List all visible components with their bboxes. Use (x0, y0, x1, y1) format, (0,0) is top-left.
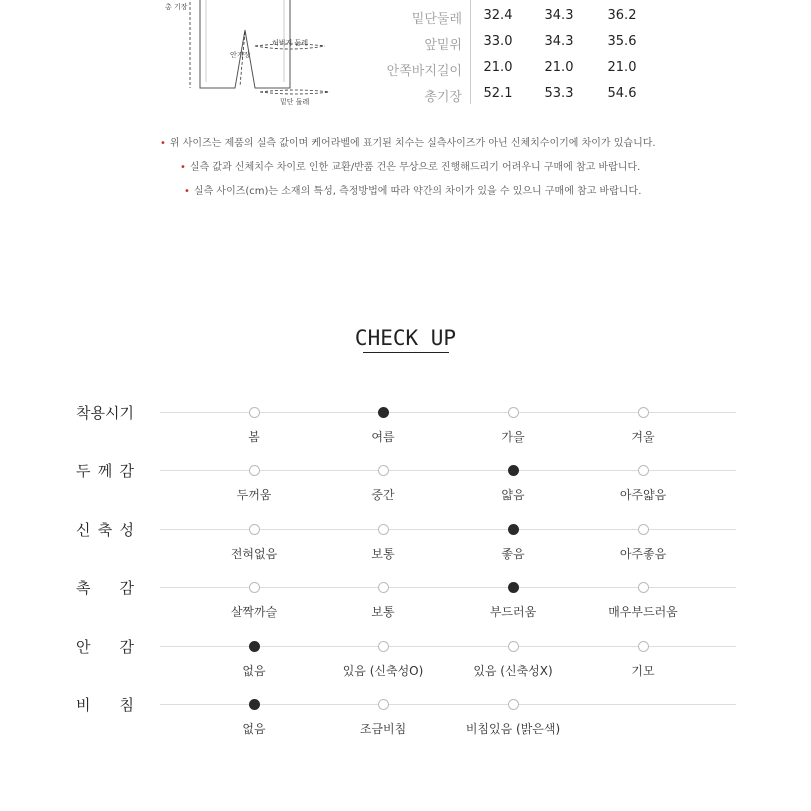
table-cell: 32.4 (483, 8, 513, 23)
empty-dot-icon (378, 641, 389, 652)
checkup-row-line (160, 704, 736, 705)
label-char: 신 (76, 521, 91, 539)
empty-dot-icon (249, 407, 260, 418)
checkup-title: CHECK UP (354, 326, 457, 350)
empty-dot-icon (638, 465, 649, 476)
checkup-row-line (160, 470, 736, 471)
empty-dot-icon (638, 641, 649, 652)
table-cell: 54.6 (607, 86, 637, 101)
table-cell: 21.0 (544, 60, 574, 75)
sketch-label-hem: 밑단 둘레 (280, 98, 310, 106)
checkup-option: 아주좋음 (619, 547, 667, 561)
row-label: 앞밑위 (424, 38, 462, 53)
checkup-option: 보통 (371, 547, 395, 561)
bullet-icon: • (160, 138, 166, 149)
table-row (380, 86, 640, 112)
table-cell: 52.1 (483, 86, 513, 101)
selected-dot-icon (508, 524, 519, 535)
checkup-row-label (76, 694, 134, 715)
row-label: 밑단둘레 (411, 12, 462, 27)
row-label: 안쪽바지길이 (386, 64, 462, 79)
checkup-option: 있음 (신축성O) (342, 664, 424, 678)
label-char: 감 (119, 579, 134, 597)
checkup-row-line (160, 412, 736, 413)
checkup-option: 전혀없음 (230, 547, 278, 561)
row-label: 총기장 (424, 90, 462, 105)
note-text: 실측 값과 신체치수 차이로 인한 교환/반품 건은 무상으로 진행해드리기 어려우니 구매에 참고 바랍니다. (189, 162, 641, 173)
checkup-option: 없음 (242, 722, 266, 736)
selected-dot-icon (508, 465, 519, 476)
bullet-icon: • (184, 186, 190, 197)
empty-dot-icon (638, 407, 649, 418)
empty-dot-icon (508, 407, 519, 418)
sketch-label-thigh: 허벅지 둘레 (272, 39, 309, 47)
table-cell: 34.3 (544, 8, 574, 23)
checkup-row-label (76, 460, 134, 481)
note-item (160, 134, 656, 149)
checkup-row-line (160, 529, 736, 530)
empty-dot-icon (249, 582, 260, 593)
empty-dot-icon (378, 524, 389, 535)
table-cell: 21.0 (607, 60, 637, 75)
label-char: 축 (97, 521, 113, 539)
label-char: 두 (76, 462, 91, 480)
table-cell: 36.2 (607, 8, 637, 23)
label-char: 시 (105, 404, 120, 422)
checkup-row-label (76, 402, 134, 423)
checkup-option: 아주얇음 (619, 488, 667, 502)
empty-dot-icon (508, 641, 519, 652)
empty-dot-icon (249, 465, 260, 476)
table-row (380, 8, 640, 34)
sketch-label-inseam: 안기장 (230, 51, 251, 59)
label-char: 비 (76, 696, 91, 714)
selected-dot-icon (508, 582, 519, 593)
label-char: 촉 (76, 579, 91, 597)
checkup-option: 매우부드러움 (608, 605, 678, 619)
label-char: 감 (119, 638, 134, 656)
checkup-option: 조금비침 (359, 722, 407, 736)
checkup-row-label (76, 519, 134, 540)
table-cell: 35.6 (607, 34, 637, 49)
table-row (380, 34, 640, 60)
selected-dot-icon (378, 407, 389, 418)
checkup-option: 좋음 (501, 547, 525, 561)
checkup-row-line (160, 587, 736, 588)
selected-dot-icon (249, 699, 260, 710)
sketch-label-total-length: 총 기장 (165, 3, 188, 11)
checkup-option: 얇음 (501, 488, 525, 502)
checkup-row-line (160, 646, 736, 647)
label-char: 성 (119, 521, 134, 539)
label-char: 께 (97, 462, 113, 480)
checkup-option: 살짝까슬 (230, 605, 278, 619)
checkup-option: 중간 (371, 488, 395, 502)
garment-sketch (160, 0, 340, 110)
checkup-row-label (76, 636, 134, 657)
table-cell: 34.3 (544, 34, 574, 49)
checkup-option: 여름 (371, 430, 395, 444)
checkup-option: 보통 (371, 605, 395, 619)
empty-dot-icon (638, 582, 649, 593)
empty-dot-icon (638, 524, 649, 535)
table-cell: 53.3 (544, 86, 574, 101)
label-char: 용 (90, 404, 105, 422)
label-char: 기 (119, 404, 134, 422)
checkup-option: 없음 (242, 664, 266, 678)
empty-dot-icon (378, 699, 389, 710)
checkup-option: 가을 (501, 430, 525, 444)
empty-dot-icon (249, 524, 260, 535)
bullet-icon: • (180, 162, 186, 173)
table-row (380, 60, 640, 86)
note-item (184, 182, 641, 197)
checkup-option: 겨울 (631, 430, 655, 444)
table-cell: 21.0 (483, 60, 513, 75)
empty-dot-icon (378, 465, 389, 476)
note-text: 실측 사이즈(cm)는 소재의 특성, 측정방법에 따라 약간의 차이가 있을 수 있으니 구매에 참고 바랍니다. (193, 186, 642, 197)
table-cell: 33.0 (483, 34, 513, 49)
label-char: 착 (76, 404, 91, 422)
checkup-option: 두꺼움 (236, 488, 272, 502)
title-underline (363, 352, 449, 353)
label-char: 침 (119, 696, 134, 714)
label-char: 안 (76, 638, 91, 656)
checkup-option: 비침있음 (밝은색) (465, 722, 561, 736)
checkup-option: 있음 (신축성X) (473, 664, 553, 678)
checkup-option: 기모 (631, 664, 655, 678)
note-text: 위 사이즈는 제품의 실측 값이며 케어라벨에 표기된 치수는 실측사이즈가 아닌 신체치수이기에 차이가 있습니다. (169, 138, 656, 149)
empty-dot-icon (508, 699, 519, 710)
checkup-row-label (76, 577, 134, 598)
checkup-option: 부드러움 (489, 605, 537, 619)
note-item (180, 158, 640, 173)
empty-dot-icon (378, 582, 389, 593)
selected-dot-icon (249, 641, 260, 652)
label-char: 감 (119, 462, 134, 480)
checkup-option: 봄 (248, 430, 260, 444)
